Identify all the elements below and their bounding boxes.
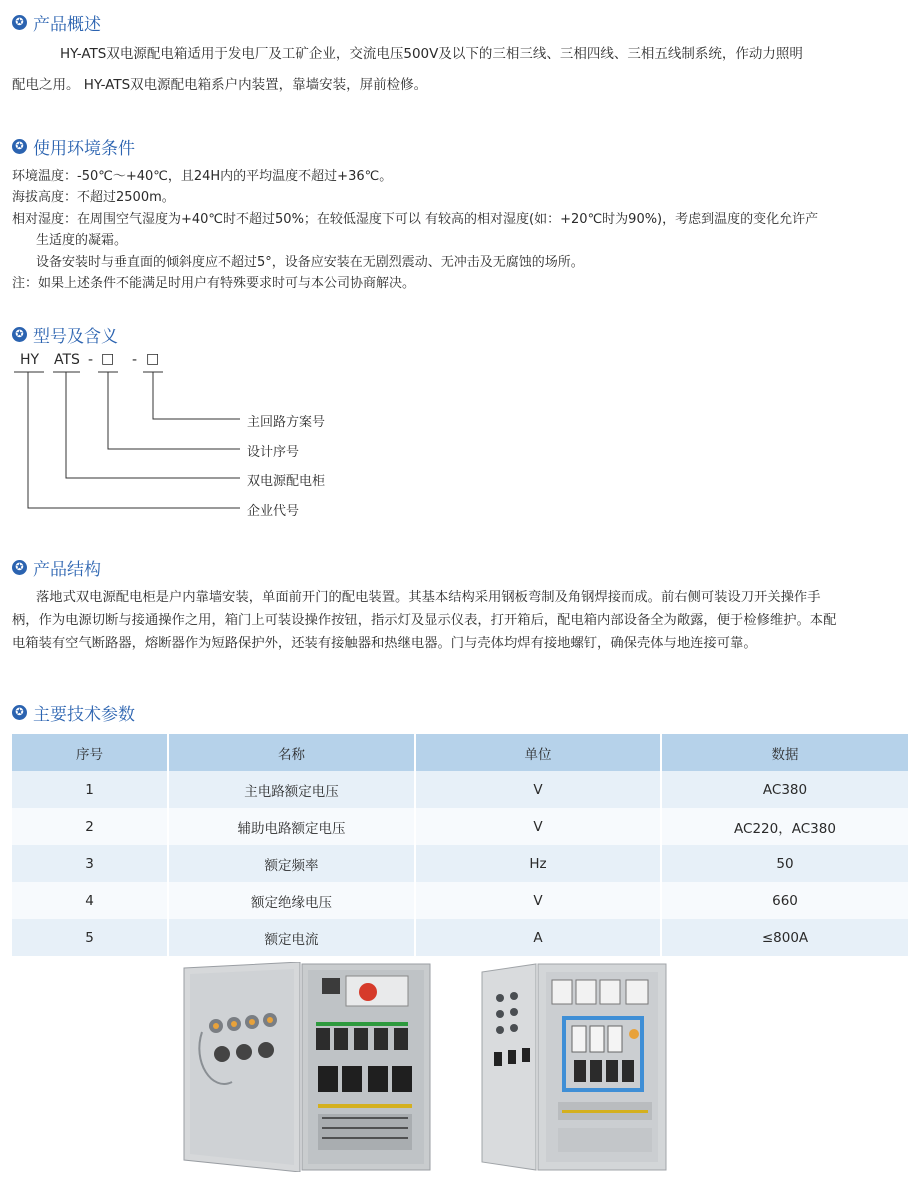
table-cell: 50 [661,845,908,882]
structure-line-2: 柄，作为电源切断与接通操作之用，箱门上可装设操作按钮，指示灯及显示仪表，打开箱后，配电箱内部设备全为敞露，便于检修维护。本配 [12,613,837,628]
star-icon: ✪ [12,705,27,720]
model-label-design-number: 设计序号 [247,445,300,460]
product-photo-cabinet-2 [478,962,668,1172]
env-line-temperature: 环境温度：-50℃～+40℃，且24H内的平均温度不超过+36℃。 [12,169,393,184]
env-line-installation: 设备安装时与垂直面的倾斜度应不超过5°，设备应安装在无剧烈震动、无冲击及无腐蚀的场所。 [36,255,584,270]
table-cell: 5 [12,919,168,956]
table-cell: V [415,882,661,919]
table-cell: Hz [415,845,661,882]
section-title-model [12,322,118,347]
model-code-dash-1: - [88,352,94,368]
env-line-humidity-cont: 生适度的凝霜。 [36,233,128,248]
specs-header-unit: 单位 [415,734,661,771]
table-cell: 2 [12,808,168,845]
star-icon: ✪ [12,327,27,342]
model-label-company-code: 企业代号 [247,504,300,519]
table-row [12,845,908,882]
specs-header-row [12,734,908,771]
model-label-dual-power-cabinet: 双电源配电柜 [247,474,326,489]
table-row [12,919,908,956]
env-line-humidity: 相对湿度：在周围空气湿度为+40℃时不超过50%；在较低湿度下可以 有较高的相对湿度(如：+20℃时为90%)，考虑到温度的变化允许产 [12,212,819,227]
specs-header-name: 名称 [168,734,415,771]
table-cell: ≤800A [661,919,908,956]
section-title-specs [12,700,135,725]
env-line-note: 注：如果上述条件不能满足时用户有特殊要求时可与本公司协商解决。 [12,276,416,291]
table-cell: 3 [12,845,168,882]
specs-header-value: 数据 [661,734,908,771]
table-row [12,771,908,808]
table-cell: 额定电流 [168,919,415,956]
table-cell: A [415,919,661,956]
model-code-ats: ATS [54,352,80,368]
structure-title: 产品结构 [33,560,101,580]
model-diagram-lines [0,360,260,520]
table-row [12,882,908,919]
table-cell: 1 [12,771,168,808]
structure-line-1: 落地式双电源配电柜是户内靠墙安装，单面前开门的配电装置。其基本结构采用钢板弯制及角钢焊接而成。前右侧可装设刀开关操作手 [36,590,821,605]
model-title: 型号及含义 [33,327,118,347]
section-title-overview [12,10,101,35]
section-title-structure [12,555,101,580]
structure-line-3: 电箱装有空气断路器，熔断器作为短路保护外，还装有接触器和热继电器。门与壳体均焊有接地螺钉，确保壳体与地连接可靠。 [12,636,757,651]
star-icon: ✪ [12,560,27,575]
star-icon: ✪ [12,15,27,30]
model-code-dash-2: - [132,352,138,368]
table-cell: AC380 [661,771,908,808]
table-cell: AC220，AC380 [661,808,908,845]
overview-line-2: 配电之用。 HY-ATS双电源配电箱系户内装置，靠墙安装，屏前检修。 [12,77,428,93]
table-cell: 额定频率 [168,845,415,882]
table-cell: 额定绝缘电压 [168,882,415,919]
model-code-box-1: □ [101,351,115,367]
table-cell: 4 [12,882,168,919]
table-cell: 主电路额定电压 [168,771,415,808]
table-cell: 辅助电路额定电压 [168,808,415,845]
env-line-altitude: 海拔高度：不超过2500m。 [12,190,175,205]
table-row [12,808,908,845]
model-code-hy: HY [20,352,40,368]
environment-title: 使用环境条件 [33,139,135,159]
specs-header-index: 序号 [12,734,168,771]
product-photo-cabinet-1 [182,962,432,1172]
model-code-box-2: □ [146,351,160,367]
specs-table [12,734,908,956]
specs-title: 主要技术参数 [33,705,135,725]
star-icon: ✪ [12,139,27,154]
table-cell: V [415,808,661,845]
section-title-environment [12,134,135,159]
table-cell: 660 [661,882,908,919]
overview-line-1: HY-ATS双电源配电箱适用于发电厂及工矿企业，交流电压500V及以下的三相三线、三相四线、三相五线制系统，作动力照明 [60,46,803,62]
overview-title: 产品概述 [33,15,101,35]
table-cell: V [415,771,661,808]
model-label-circuit-scheme: 主回路方案号 [247,415,326,430]
